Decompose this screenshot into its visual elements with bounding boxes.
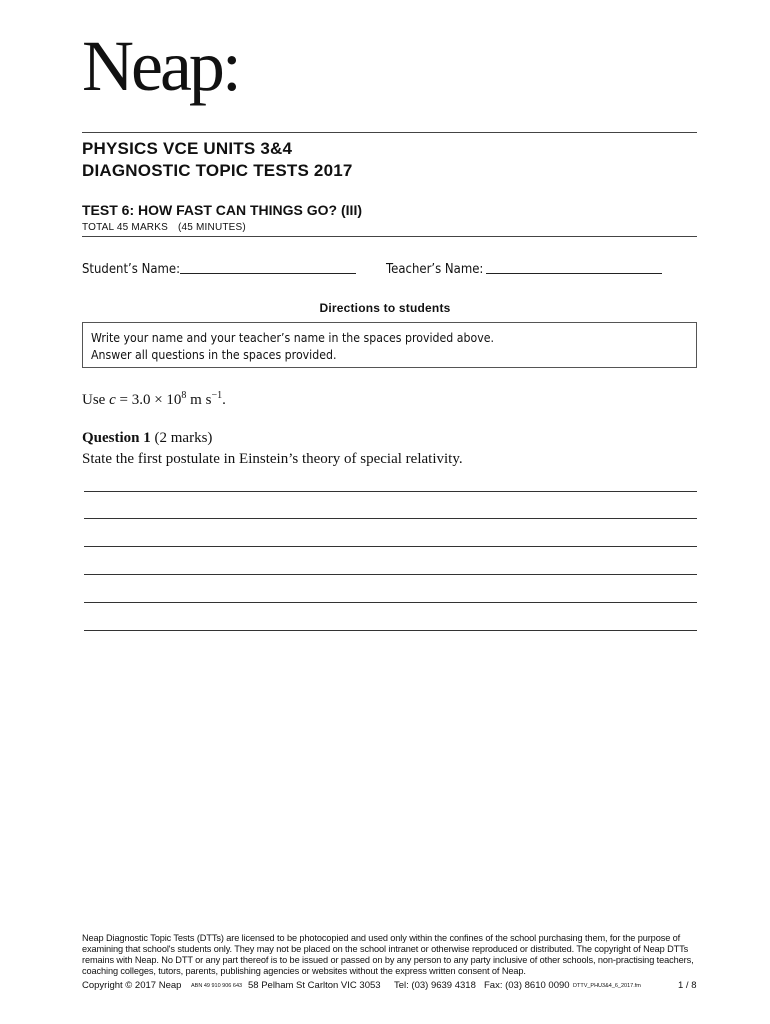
constant-unit-exponent: −1	[211, 390, 223, 401]
directions-line2: Answer all questions in the spaces provided.	[91, 347, 337, 362]
constant-unit: m s	[186, 392, 212, 408]
test-duration: (45 MINUTES)	[177, 222, 246, 233]
total-marks: TOTAL 45 MARKS	[82, 222, 168, 233]
test-meta	[82, 222, 246, 233]
answer-line[interactable]	[84, 491, 697, 492]
header-rule	[82, 132, 697, 133]
footer-fax: Fax: (03) 8610 0090	[484, 980, 570, 991]
constant-suffix: .	[222, 392, 226, 408]
directions-line1: Write your name and your teacher’s name in the spaces provided above.	[91, 330, 495, 345]
page-number: 1 / 8	[678, 980, 697, 991]
footer-copyright: Copyright © 2017 Neap	[82, 980, 182, 991]
footer-abn: ABN 49 910 906 643	[191, 983, 243, 989]
test-rule	[82, 236, 697, 237]
directions-box	[82, 322, 697, 368]
constant-value: = 3.0 × 10	[115, 392, 182, 408]
answer-line[interactable]	[84, 630, 697, 631]
answer-line[interactable]	[84, 574, 697, 575]
question-1-label: Question 1	[82, 430, 151, 446]
teacher-name-label: Teacher’s Name:	[386, 262, 484, 277]
question-1-marks: (2 marks)	[154, 430, 213, 446]
footer-address: 58 Pelham St Carlton VIC 3053	[248, 980, 381, 991]
answer-line[interactable]	[84, 546, 697, 547]
constant-prefix: Use	[82, 392, 106, 408]
document-title-line1: PHYSICS VCE UNITS 3&4	[82, 139, 293, 158]
answer-line[interactable]	[84, 602, 697, 603]
constant-statement	[82, 390, 226, 409]
footer-phone: Tel: (03) 9639 4318	[394, 980, 476, 991]
neap-logo: Neap:	[82, 26, 239, 106]
student-name-label: Student’s Name:	[82, 262, 181, 277]
licence-notice: Neap Diagnostic Topic Tests (DTTs) are licensed to be photocopied and used only within the confines of the school purchasing them, for the purpose of examining that school's students only. They may not be placed on the school intranet or otherwise reproduced or distributed. The copyright of Neap DTTs remains with Neap. No DTT or any part thereof is to be issued or passed on by any person to any party inclusive of other schools, non-practising teachers, coaching colleges, tutors, parents, publishing agencies or websites without the express written consent of Neap.	[82, 933, 694, 976]
answer-line[interactable]	[84, 518, 697, 519]
footer-file-code: DTTV_PHU3&4_6_2017.fm	[573, 983, 641, 989]
document-title-line2: DIAGNOSTIC TOPIC TESTS 2017	[82, 161, 353, 180]
constant-exponent: 8	[181, 390, 187, 401]
question-1-text: State the first postulate in Einstein’s theory of special relativity.	[82, 451, 463, 467]
constant-symbol: c	[109, 392, 116, 408]
teacher-name-field[interactable]	[486, 273, 662, 274]
test-title: TEST 6: HOW FAST CAN THINGS GO? (III)	[82, 202, 362, 218]
question-1-heading	[82, 430, 212, 447]
student-name-field[interactable]	[180, 273, 356, 274]
directions-heading: Directions to students	[319, 301, 451, 315]
